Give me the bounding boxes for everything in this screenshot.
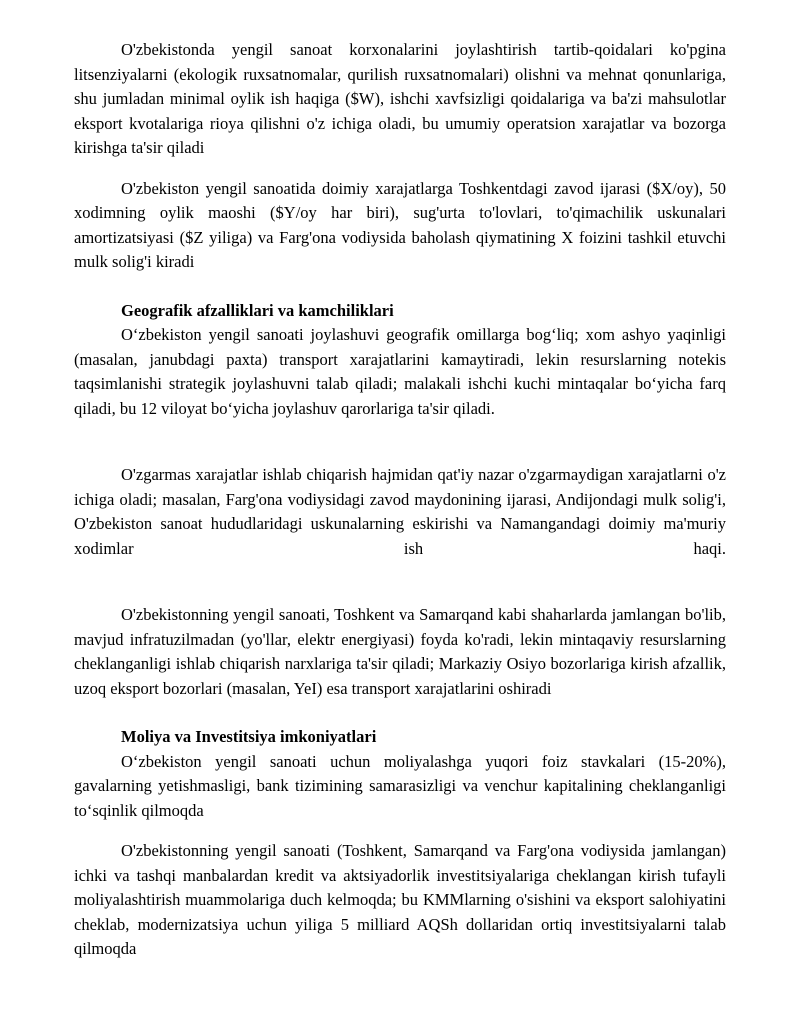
paragraph-fixed-expenses: O'zgarmas xarajatlar ishlab chiqarish hajmidan qat'iy nazar o'zgarmaydigan xarajatlarni o'z ichiga oladi; masalan, Farg'ona vodiysidagi zavod maydonining ijarasi, Andijondagi mulk solig'i, O'zbekiston sanoat hududlaridagi uskunalarning eskirishi va Namangandagi doimiy ma'muriy xodimlar ish haqi. — [74, 465, 726, 558]
paragraph-cities: O'zbekistonning yengil sanoati, Toshkent va Samarqand kabi shaharlarda jamlangan bo'lib, mavjud infratuzilmadan (yo'llar, elektr energiyasi) foyda ko'radi, lekin mintaqaviy resurslarning cheklanganligi ishlab chiqarish narxlariga ta'sir qiladi; Markaziy Osiyo bozorlariga kirish afzallik, uzoq eksport bozorlari (masalan, YeI) esa transport xarajatlarini oshiradi — [74, 605, 726, 698]
paragraph-investment: O'zbekistonning yengil sanoati (Toshkent, Samarqand va Farg'ona vodiysida jamlangan) ichki va tashqi manbalardan kredit va aktsiyadorlik investitsiyalariga cheklangan kirish tufayli moliyalashtirish muammolariga duch kelmoqda; bu KMMlarning o'sishini va eksport salohiyatini cheklab, modernizatsiya uchun yiliga 5 milliard AQSh dollaridan ortiq investitsiyalarni talab qilmoqda — [74, 841, 726, 958]
heading-geography: Geografik afzalliklari va kamchiliklari — [121, 300, 394, 320]
paragraph-geography: O‘zbekiston yengil sanoati joylashuvi geografik omillarga bog‘liq; xom ashyo yaqinligi (masalan, janubdagi paxta) transport xarajatlarini kamaytiradi, lekin resurslarning notekis taqsimlanishi strategik joylashuvni talab qiladi; malakali ishchi kuchi mintaqalar bo‘yicha farq qiladi, bu 12 viloyat bo‘yicha joylashuv qarorlariga ta'sir qiladi. — [74, 325, 726, 418]
heading-finance: Moliya va Investitsiya imkoniyatlari — [121, 727, 377, 746]
paragraph-fixed-costs: O'zbekiston yengil sanoatida doimiy xarajatlarga Toshkentdagi zavod ijarasi ($X/oy), 50 xodimning oylik maoshi ($Y/oy har biri), sug'urta to'lovlari, to'qimachilik uskunalari amortizatsiyasi ($Z yiliga) va Farg'ona vodiysida baholash qiymatining X foizini tashkil etuvchi mulk solig'i kiradi — [74, 178, 726, 271]
paragraph-finance: O‘zbekiston yengil sanoati uchun moliyalashga yuqori foiz stavkalari (15-20%), gavalarning yetishmasligi, bank tizimining samarasizligi va venchur kapitalining cheklanganligi to‘sqinlik qilmoqda — [74, 751, 726, 820]
paragraph-licensing: O'zbekistonda yengil sanoat korxonalarini joylashtirish tartib-qoidalari ko'pgina litsenziyalarni (ekologik ruxsatnomalar, qurilish ruxsatnomalari) olishni va mehnat qonunlariga, shu jumladan minimal oylik ish haqiga ($W), ishchi xavfsizligi qoidalariga va ba'zi mahsulotlar eksport kvotalariga rioya qilishni o'z ichiga oladi, bu umumiy operatsion xarajatlar va bozorga kirishga ta'sir qiladi — [74, 40, 726, 157]
document-page — [74, 38, 726, 962]
